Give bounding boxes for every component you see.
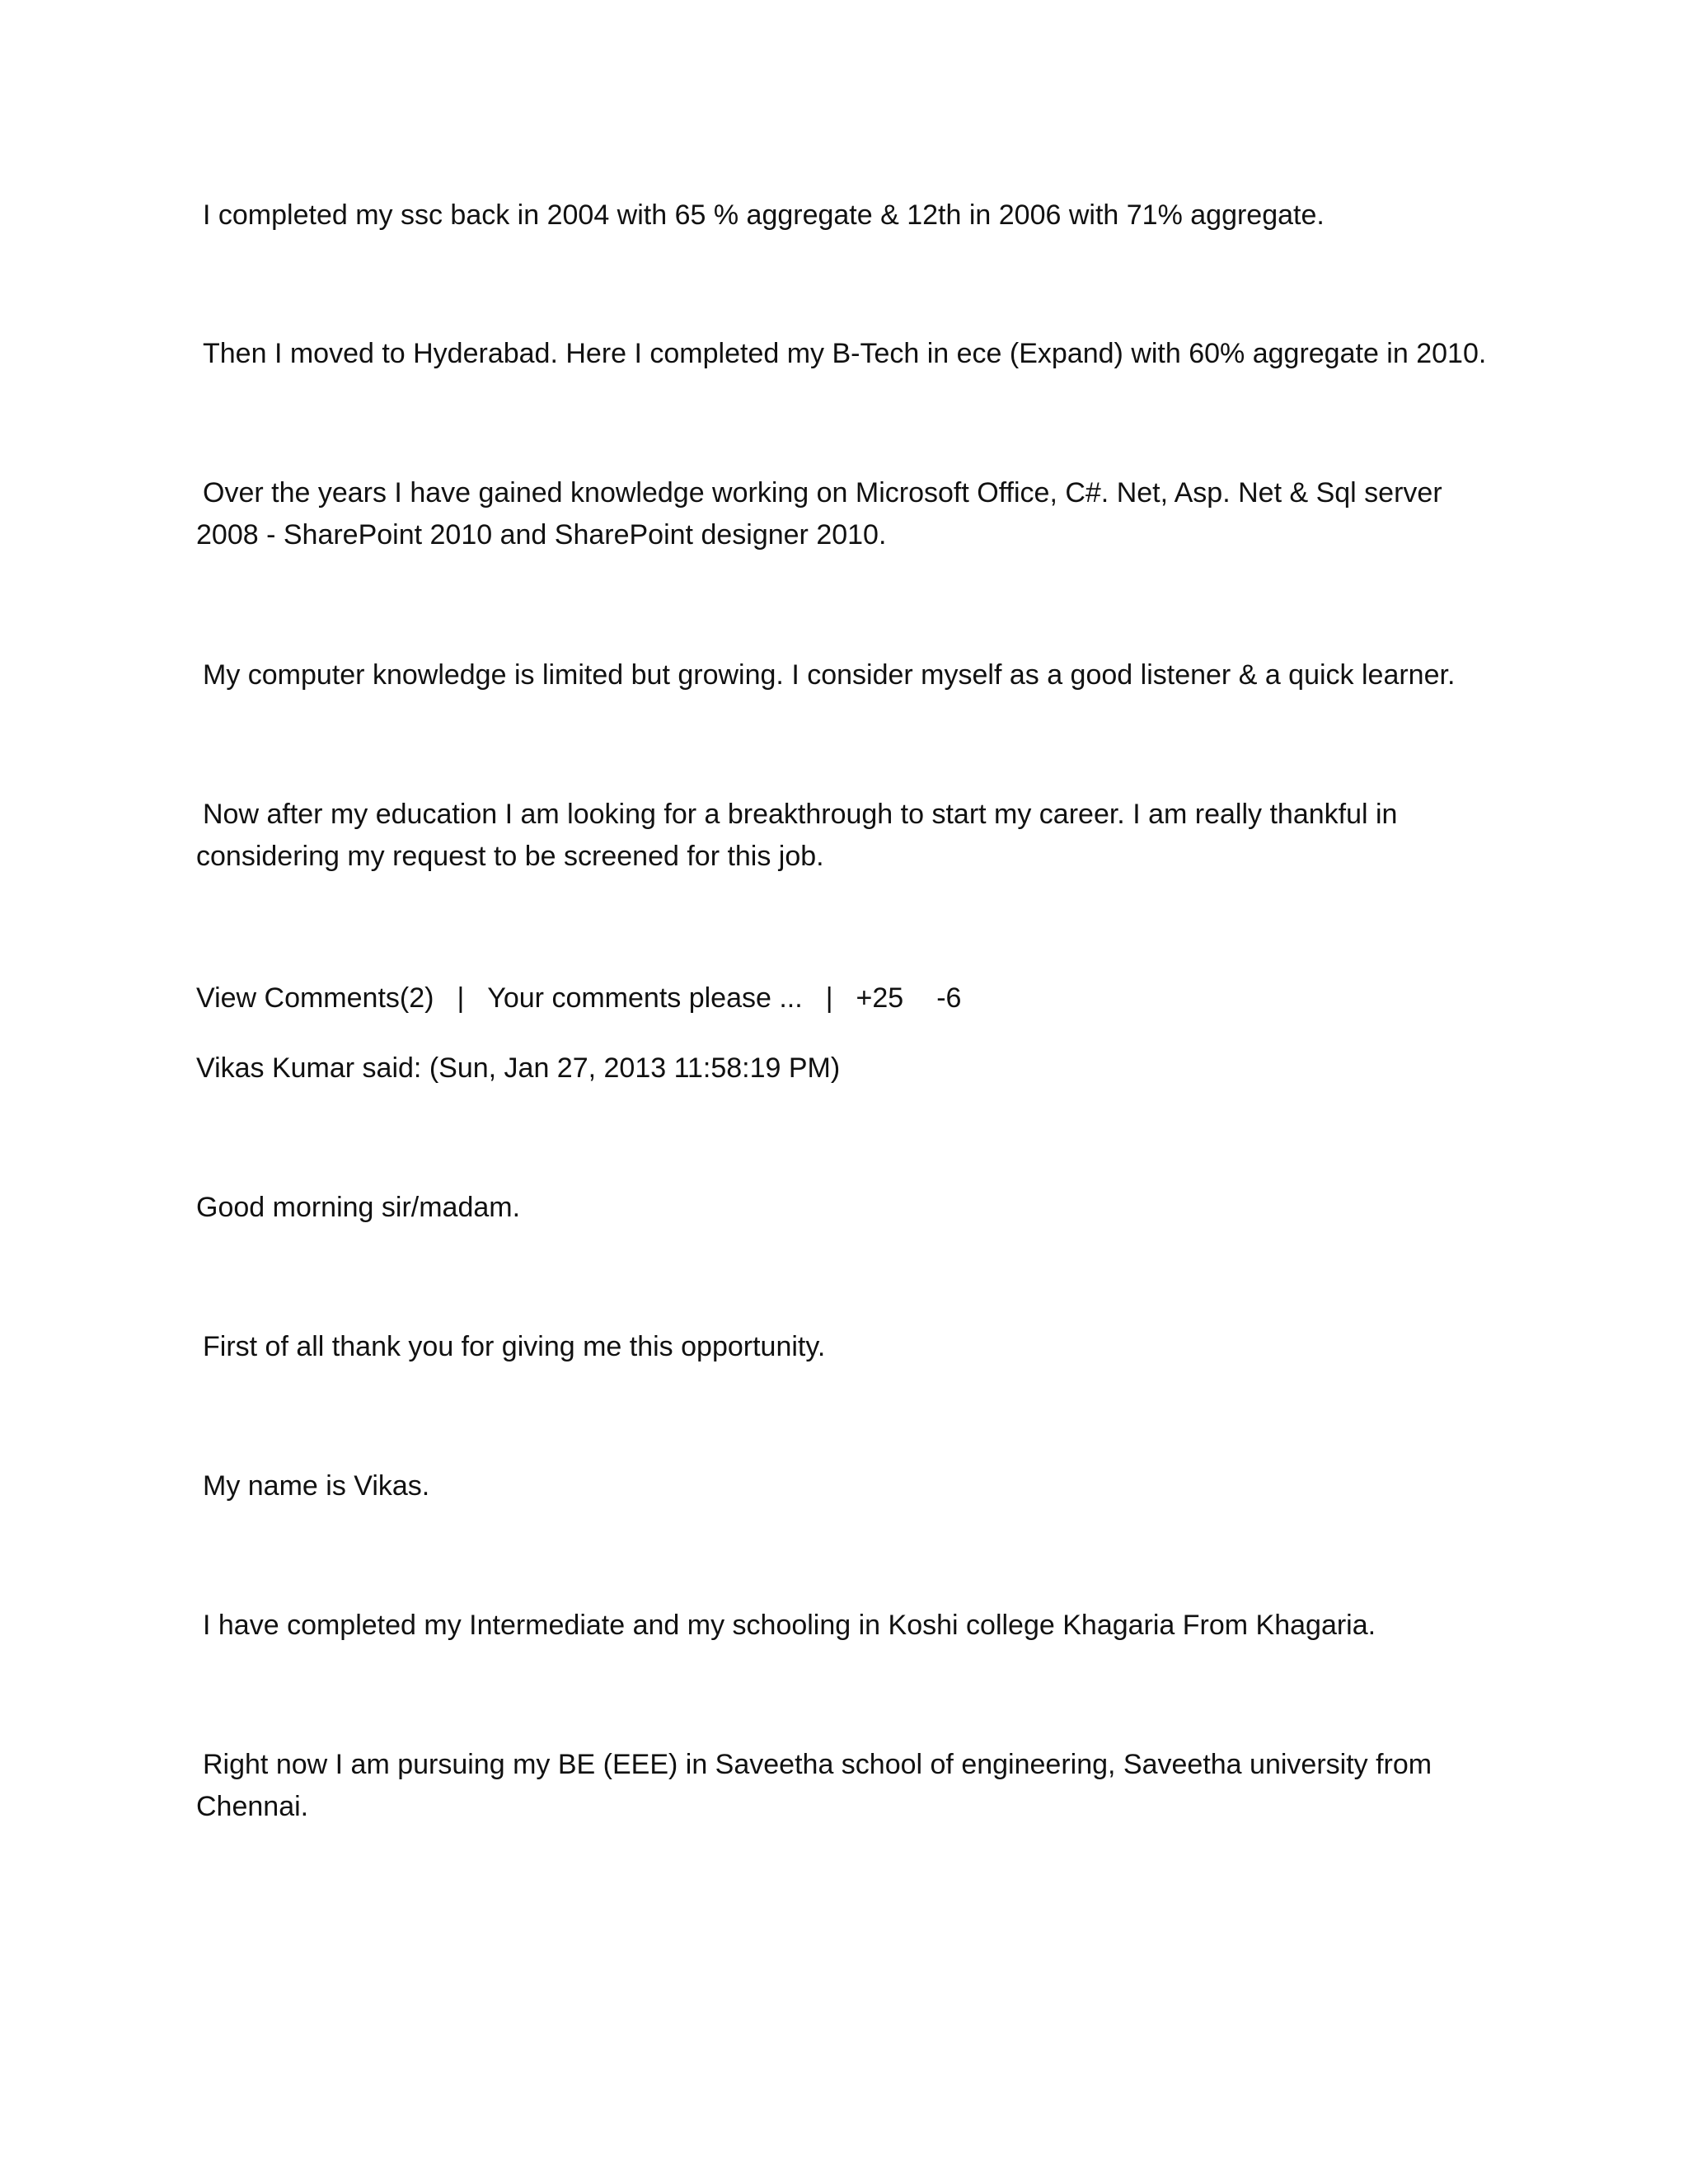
comment-pursuing-line1: Right now I am pursuing my BE (EEE) in Saveetha school of engineering, Saveetha university from [203,1749,1432,1780]
comment-author-line: Vikas Kumar said: (Sun, Jan 27, 2013 11:58:19 PM) [196,1052,841,1084]
comment-greeting: Good morning sir/madam. [196,1192,521,1223]
your-comments-link[interactable]: Your comments please ... [487,982,803,1014]
view-comments-link[interactable]: View Comments(2) [196,982,434,1014]
paragraph-ssc: I completed my ssc back in 2004 with 65 % aggregate & 12th in 2006 with 71% aggregate. [203,199,1325,231]
vote-up-button[interactable]: +25 [856,982,904,1014]
paragraph-knowledge-line2: 2008 - SharePoint 2010 and SharePoint designer 2010. [196,519,887,551]
comment-thanks: First of all thank you for giving me this opportunity. [203,1331,826,1362]
comment-schooling: I have completed my Intermediate and my schooling in Koshi college Khagaria From Khagaria. [203,1610,1376,1641]
paragraph-knowledge-line1: Over the years I have gained knowledge working on Microsoft Office, C#. Net, Asp. Net & Sql server [203,477,1442,509]
separator: | [457,982,465,1014]
paragraph-btech: Then I moved to Hyderabad. Here I completed my B-Tech in ece (Expand) with 60% aggregate in 2010. [203,338,1487,369]
paragraph-computer-knowledge: My computer knowledge is limited but growing. I consider myself as a good listener & a quick learner. [203,659,1456,691]
comment-actions-bar [196,977,961,1019]
comment-name: My name is Vikas. [203,1470,430,1502]
comment-pursuing-line2: Chennai. [196,1791,309,1822]
paragraph-career-line1: Now after my education I am looking for a breakthrough to start my career. I am really thankful in [203,799,1398,830]
separator: | [825,982,833,1014]
paragraph-career-line2: considering my request to be screened for this job. [196,841,824,872]
vote-down-button[interactable]: -6 [936,982,962,1014]
